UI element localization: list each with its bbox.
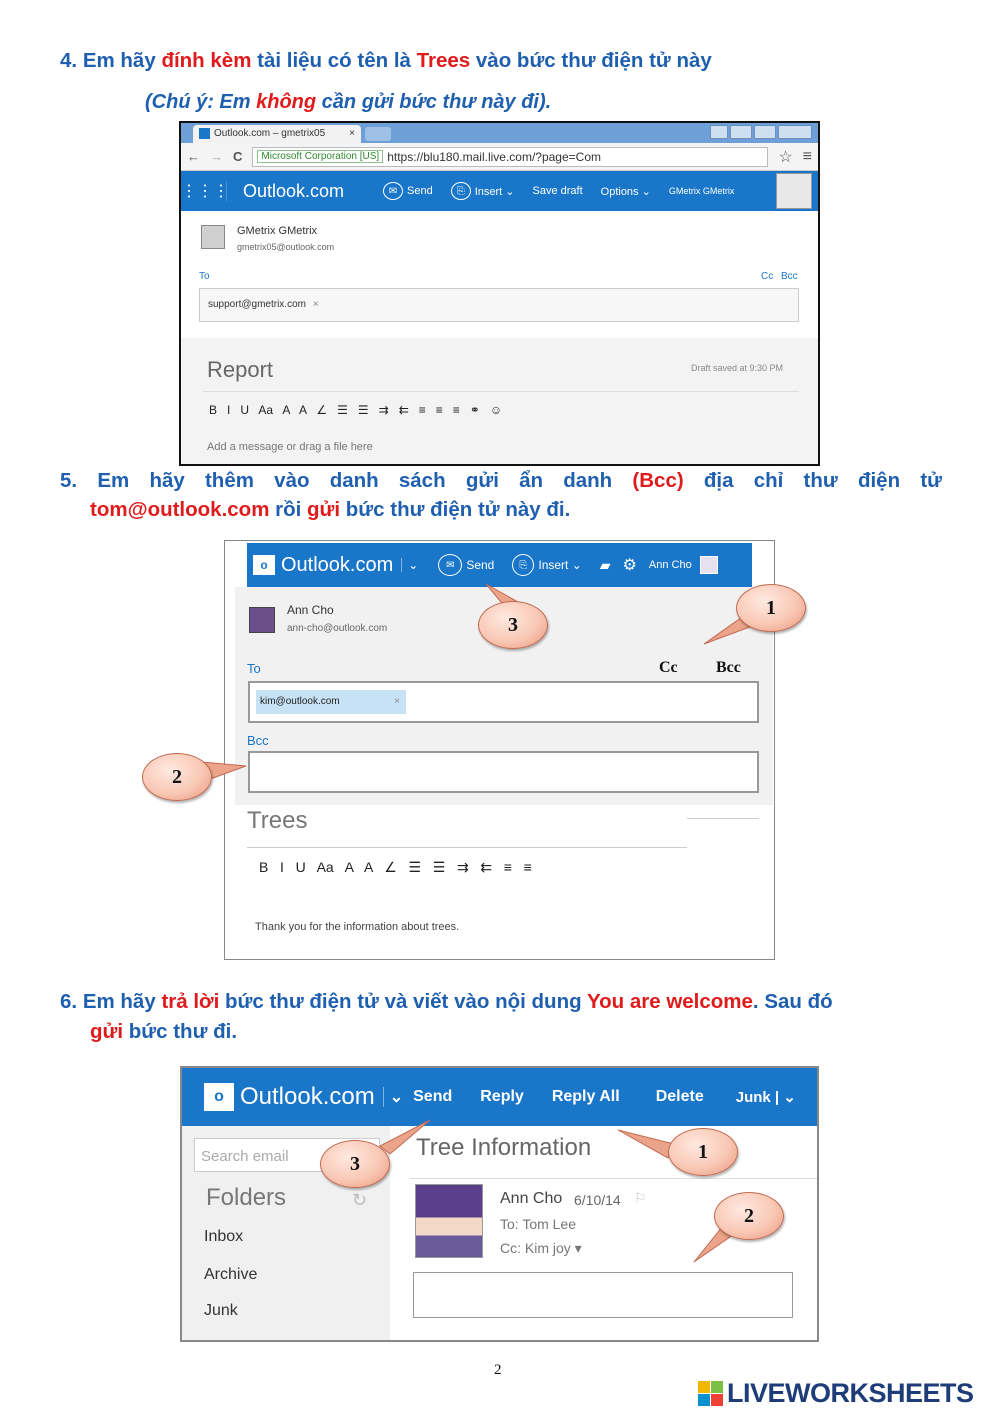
callout-2: 2 bbox=[714, 1192, 784, 1240]
liveworksheets-icon bbox=[698, 1381, 723, 1406]
user-name[interactable]: GMetrix GMetrix bbox=[668, 186, 735, 196]
divider bbox=[247, 847, 687, 848]
question-4: 4. Em hãy đính kèm tài liệu có tên là Trees vào bức thư điện tử này bbox=[60, 49, 712, 72]
to-label: To bbox=[199, 271, 210, 282]
reply-button[interactable]: Reply bbox=[480, 1088, 524, 1105]
subject-field[interactable]: Trees bbox=[247, 807, 308, 834]
avatar[interactable] bbox=[700, 556, 718, 574]
page-number: 2 bbox=[494, 1362, 502, 1378]
chrome-menu-icon[interactable]: ≡ bbox=[802, 147, 812, 165]
bcc-label: Bcc bbox=[247, 733, 269, 748]
outlook-brand[interactable]: Outlook.com bbox=[240, 1083, 375, 1110]
sender-email: ann-cho@outlook.com bbox=[287, 623, 388, 634]
sender-avatar bbox=[415, 1184, 483, 1258]
question-4-note: (Chú ý: Em không cần gửi bức thư này đi). bbox=[145, 91, 552, 113]
outlook-toolbar bbox=[182, 1068, 817, 1126]
send-button[interactable]: Send bbox=[413, 1088, 453, 1105]
to-field[interactable] bbox=[199, 288, 799, 322]
bcc-link[interactable]: Bcc bbox=[781, 271, 798, 282]
brand-menu-icon[interactable]: ⌄ bbox=[401, 558, 418, 572]
to-field[interactable] bbox=[248, 681, 759, 723]
callout-1: 1 bbox=[736, 584, 806, 632]
question-5: 5. Em hãy thêm vào danh sách gửi ẩn danh (Bcc) địa chỉ thư điện tử bbox=[60, 469, 942, 492]
sender-name: GMetrix GMetrix bbox=[237, 225, 318, 237]
question-number: 6. bbox=[60, 990, 78, 1013]
outlook-toolbar bbox=[247, 543, 752, 587]
new-tab-button[interactable] bbox=[365, 127, 391, 141]
callout-1: 1 bbox=[668, 1128, 738, 1176]
divider bbox=[203, 391, 799, 392]
outlook-toolbar bbox=[181, 171, 818, 211]
close-window-icon[interactable] bbox=[778, 125, 812, 139]
forward-icon[interactable]: → bbox=[210, 149, 223, 164]
send-button[interactable]: ✉ Send bbox=[383, 182, 433, 200]
message-body[interactable]: Add a message or drag a file here bbox=[207, 441, 373, 453]
brand-menu-icon[interactable]: ⌄ bbox=[383, 1087, 403, 1107]
to-line: To: Tom Lee bbox=[500, 1216, 577, 1232]
outlook-brand[interactable]: Outlook.com bbox=[281, 553, 394, 576]
close-tab-icon[interactable]: × bbox=[349, 128, 355, 139]
draft-saved-status: Draft saved at 9:30 PM bbox=[691, 363, 784, 373]
address-bar[interactable] bbox=[252, 147, 768, 167]
back-icon[interactable]: ← bbox=[187, 149, 200, 164]
reply-body-field[interactable] bbox=[413, 1272, 793, 1318]
callout-3: 3 bbox=[478, 601, 548, 649]
message-subject: Tree Information bbox=[416, 1134, 592, 1161]
format-toolbar[interactable]: B I U Aa A A ∠ ☰ ☰ ⇉ ⇇ ≡ ≡ bbox=[259, 859, 532, 875]
callout-pointer-1 bbox=[616, 1124, 676, 1164]
attachment-icon: ⎘ bbox=[451, 182, 471, 200]
recipient-chip: support@gmetrix.com × bbox=[208, 299, 319, 310]
question-6: 6. Em hãy trả lời bức thư điện tử và viết vào nội dung You are welcome. Sau đó bbox=[60, 990, 833, 1013]
subject-field[interactable]: Report bbox=[207, 357, 274, 382]
minimize-icon[interactable] bbox=[730, 125, 752, 139]
message-date: 6/10/14 bbox=[574, 1192, 621, 1208]
address-bar-row bbox=[181, 143, 818, 171]
remove-recipient-icon[interactable]: × bbox=[394, 696, 400, 707]
subject-underline bbox=[687, 818, 759, 819]
recipient-chip: kim@outlook.com × bbox=[256, 690, 406, 714]
insert-button[interactable]: ⎘ Insert ⌄ bbox=[451, 182, 515, 200]
format-toolbar[interactable]: B I U Aa A A ∠ ☰ ☰ ⇉ ⇇ ≡ ≡ ≡ ⚭ ☺ bbox=[209, 403, 503, 417]
remove-recipient-icon[interactable]: × bbox=[312, 299, 319, 310]
user-name[interactable]: Ann Cho bbox=[648, 559, 692, 571]
maximize-icon[interactable] bbox=[754, 125, 776, 139]
cc-link[interactable]: Cc bbox=[761, 271, 774, 282]
url-text: https://blu180.mail.live.com/?page=Com bbox=[387, 149, 601, 164]
bcc-field[interactable] bbox=[248, 751, 759, 793]
browser-tab[interactable]: Outlook.com – gmetrix05 × bbox=[193, 125, 361, 143]
flag-icon[interactable]: ⚐ bbox=[634, 1190, 647, 1206]
sender-name[interactable]: Ann Cho bbox=[500, 1190, 563, 1207]
refresh-icon[interactable]: ↻ bbox=[352, 1190, 368, 1210]
junk-button[interactable]: Junk | ⌄ bbox=[735, 1089, 796, 1106]
outlook-favicon-icon bbox=[199, 128, 210, 139]
window-controls bbox=[710, 125, 812, 139]
sender-name: Ann Cho bbox=[287, 603, 334, 617]
outlook-brand[interactable]: Outlook.com bbox=[243, 180, 345, 201]
sender-email: gmetrix05@outlook.com bbox=[237, 242, 335, 252]
question-number: 4. bbox=[60, 49, 78, 72]
question-number: 5. bbox=[60, 469, 78, 492]
gear-icon[interactable]: ⚙ bbox=[622, 557, 637, 574]
sender-avatar bbox=[201, 225, 225, 249]
send-icon: ✉ bbox=[438, 554, 462, 576]
avatar[interactable] bbox=[776, 173, 812, 209]
insert-button[interactable]: ⎘ Insert ⌄ bbox=[512, 554, 581, 576]
reload-icon[interactable]: C bbox=[233, 149, 243, 164]
folder-junk[interactable]: Junk bbox=[204, 1302, 238, 1319]
screenshot-compose-report bbox=[179, 121, 820, 466]
outlook-logo-icon: o bbox=[204, 1083, 234, 1111]
bookmark-star-icon[interactable]: ☆ bbox=[778, 148, 793, 166]
send-button[interactable]: ✉ Send bbox=[438, 554, 494, 576]
liveworksheets-logo: LIVEWORKSHEETS bbox=[698, 1378, 974, 1409]
app-launcher-icon[interactable]: ⋮⋮⋮ bbox=[181, 183, 229, 200]
divider bbox=[410, 1178, 819, 1179]
to-label: To bbox=[247, 661, 261, 676]
search-email-input[interactable]: Search email bbox=[194, 1138, 380, 1172]
save-draft-button[interactable]: Save draft bbox=[532, 185, 583, 197]
question-6-line2: gửi bức thư đi. bbox=[90, 1020, 238, 1043]
callout-2: 2 bbox=[142, 753, 212, 801]
cc-line: Cc: Kim joy ▾ bbox=[500, 1240, 582, 1256]
send-icon: ✉ bbox=[383, 182, 403, 200]
browser-tab-bar bbox=[181, 123, 818, 143]
user-icon[interactable] bbox=[710, 125, 728, 139]
question-5-line2: tom@outlook.com rồi gửi bức thư điện tử này đi. bbox=[90, 498, 571, 521]
options-button[interactable]: Options ⌄ bbox=[600, 185, 651, 198]
reply-all-button[interactable]: Reply All bbox=[551, 1088, 620, 1105]
message-body[interactable]: Thank you for the information about trees. bbox=[255, 921, 460, 933]
folders-heading: Folders bbox=[206, 1184, 287, 1211]
callout-3: 3 bbox=[320, 1140, 390, 1188]
delete-button[interactable]: Delete bbox=[655, 1088, 704, 1105]
ev-certificate-badge: Microsoft Corporation [US] bbox=[257, 150, 383, 163]
outlook-logo-icon: o bbox=[253, 555, 275, 575]
bcc-link[interactable]: Bcc bbox=[716, 659, 741, 676]
folder-inbox[interactable]: Inbox bbox=[204, 1228, 244, 1245]
sender-avatar bbox=[249, 607, 275, 633]
folder-archive[interactable]: Archive bbox=[204, 1266, 258, 1283]
attachment-icon: ⎘ bbox=[512, 554, 534, 576]
cc-link[interactable]: Cc bbox=[659, 659, 678, 676]
chat-icon[interactable]: ▰ bbox=[599, 556, 611, 573]
